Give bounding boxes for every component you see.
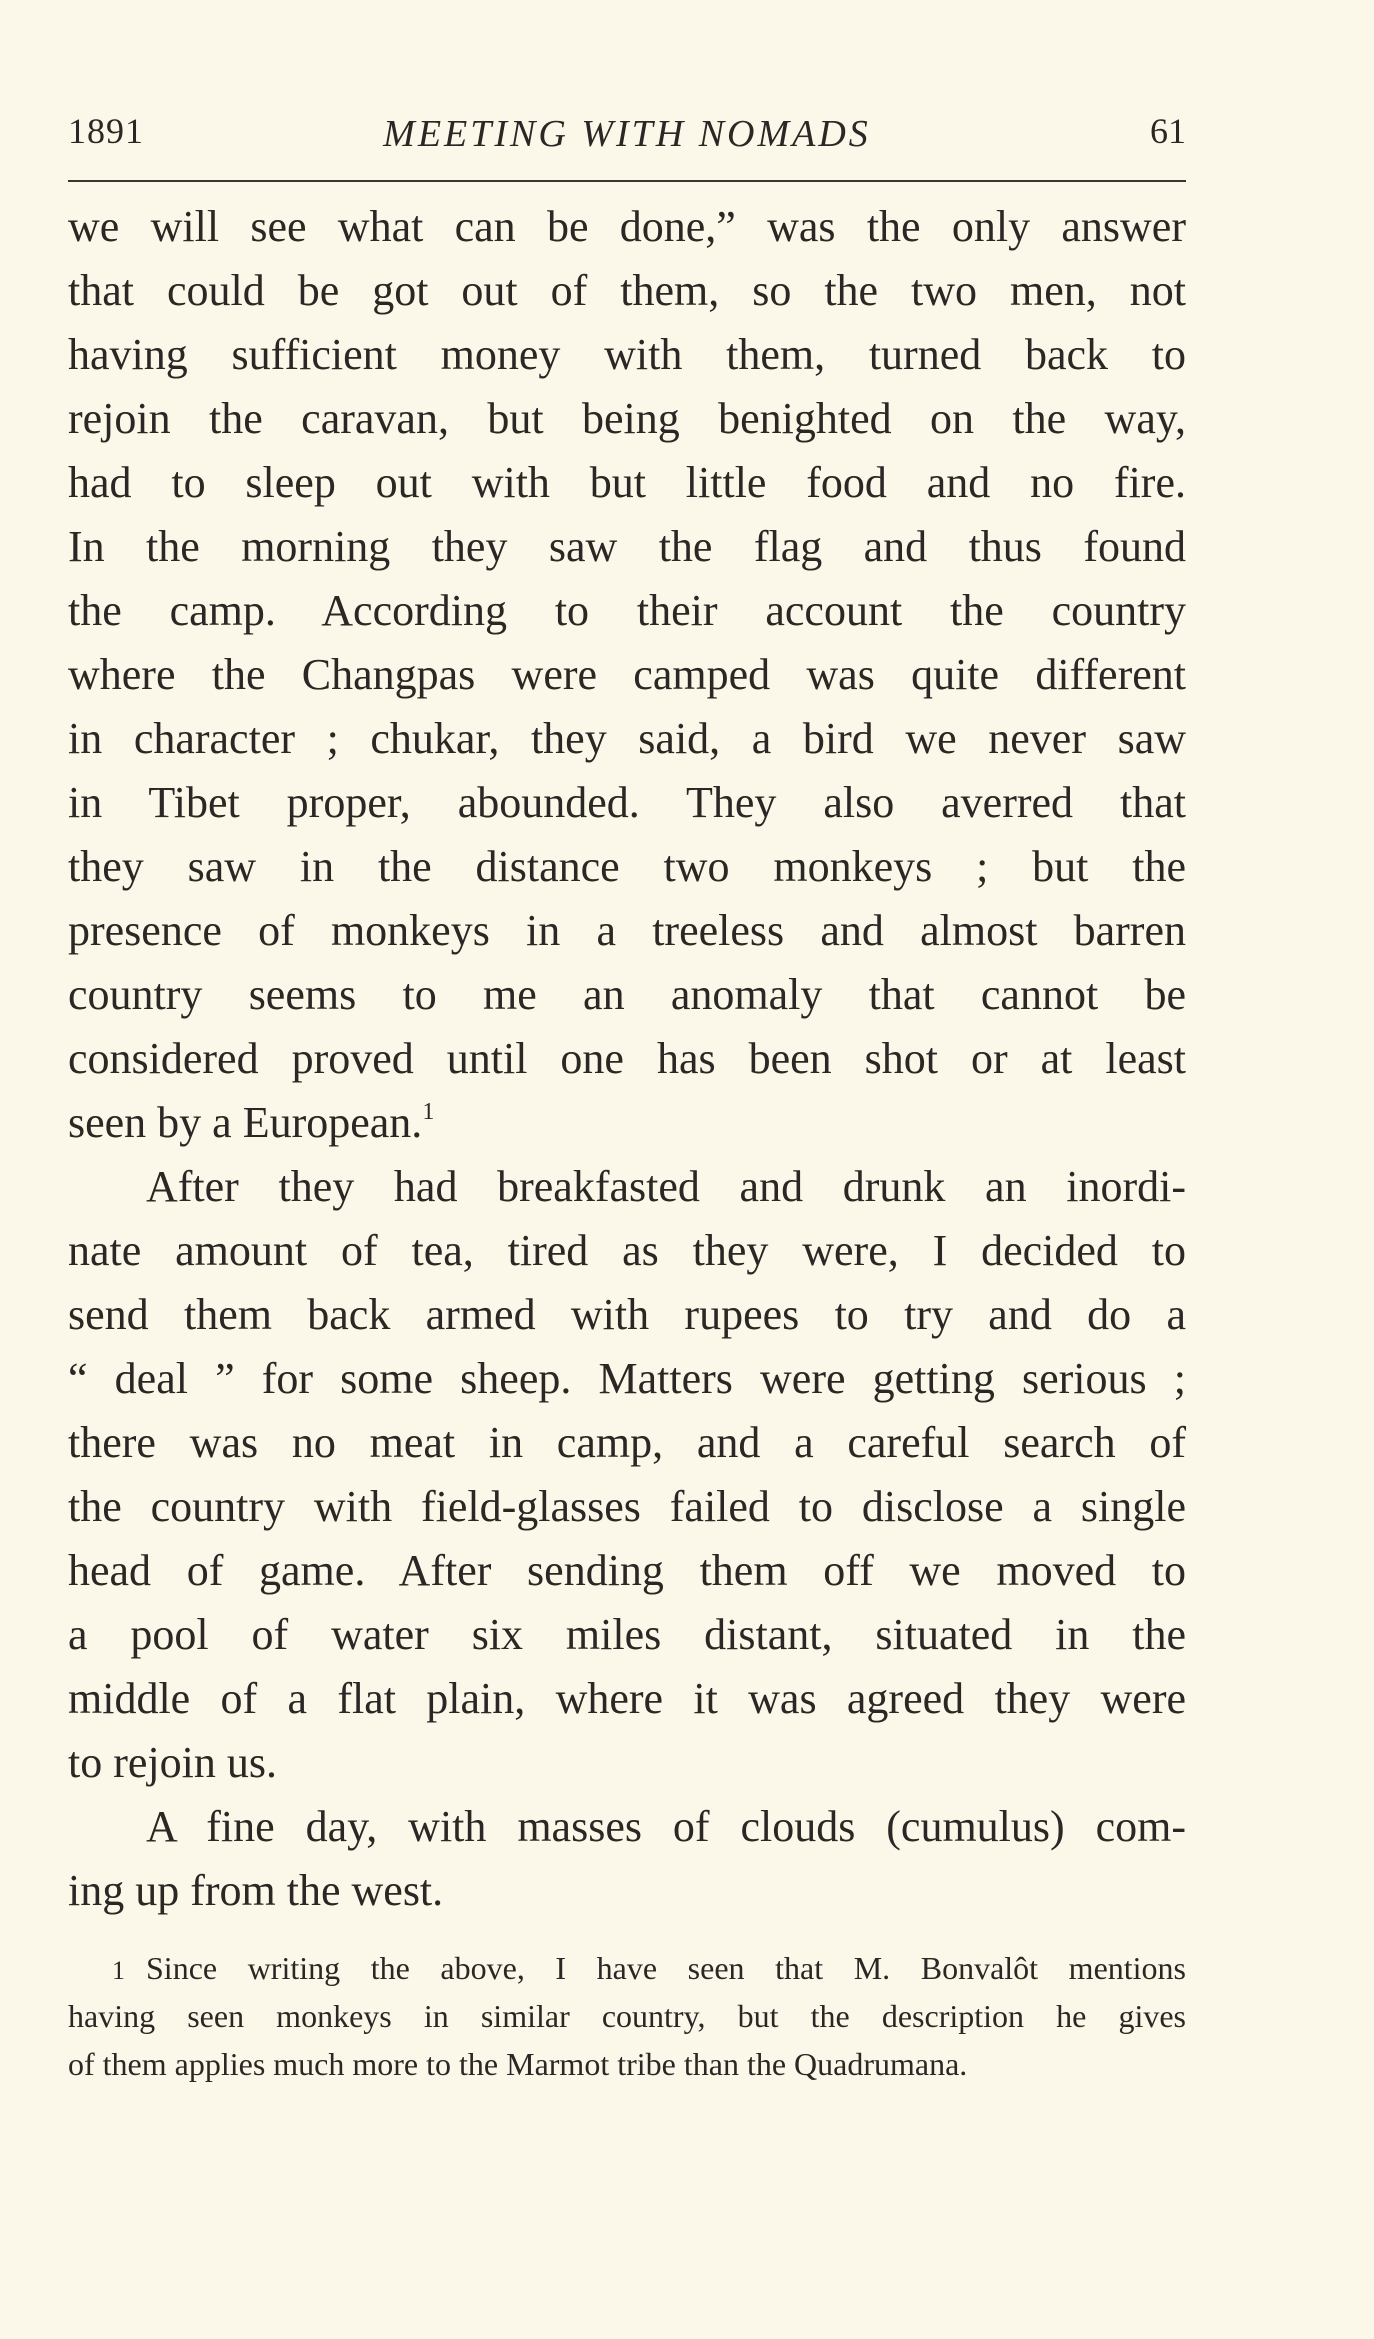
header-rule bbox=[68, 180, 1186, 182]
header-year: 1891 bbox=[68, 111, 144, 151]
footnote-line bbox=[68, 1944, 1186, 1992]
text-line: considered proved until one has been shot or at least bbox=[68, 1034, 1186, 1083]
paragraph-start: A fine day, with masses of clouds (cumulus) com- bbox=[146, 1802, 1186, 1851]
footnote-marker: 1 bbox=[112, 1956, 125, 1985]
text-line: nate amount of tea, tired as they were, I decided to bbox=[68, 1226, 1186, 1275]
page-number: 61 bbox=[1150, 111, 1186, 151]
header-title: MEETING WITH NOMADS bbox=[383, 113, 871, 155]
text-line: country seems to me an anomaly that cannot be bbox=[68, 970, 1186, 1019]
text-line-with-footnote-ref bbox=[68, 1091, 1186, 1155]
running-header bbox=[68, 108, 1186, 168]
body-text bbox=[68, 195, 1186, 1923]
text-line: the camp. According to their account the country bbox=[68, 586, 1186, 635]
text-line: the country with field-glasses failed to disclose a single bbox=[68, 1482, 1186, 1531]
text-line: in character ; chukar, they said, a bird we never saw bbox=[68, 714, 1186, 763]
paragraph-start: After they had breakfasted and drunk an inordi- bbox=[146, 1162, 1186, 1211]
text-line: middle of a flat plain, where it was agreed they were bbox=[68, 1674, 1186, 1723]
footnote-text: Since writing the above, I have seen that M. Bonvalôt mentions bbox=[146, 1950, 1186, 1986]
footnote bbox=[68, 1944, 1186, 2088]
text-line: In the morning they saw the flag and thus found bbox=[68, 522, 1186, 571]
text-line: head of game. After sending them off we moved to bbox=[68, 1546, 1186, 1595]
footnote-line: having seen monkeys in similar country, but the description he gives bbox=[68, 1998, 1186, 2034]
text-line: send them back armed with rupees to try and do a bbox=[68, 1290, 1186, 1339]
text-line: rejoin the caravan, but being benighted on the way, bbox=[68, 394, 1186, 443]
text-line: a pool of water six miles distant, situated in the bbox=[68, 1610, 1186, 1659]
footnote-line: of them applies much more to the Marmot tribe than the Quadrumana. bbox=[68, 2046, 968, 2082]
text-line: ing up from the west. bbox=[68, 1866, 444, 1915]
text-line: to rejoin us. bbox=[68, 1738, 277, 1787]
text-line: where the Changpas were camped was quite different bbox=[68, 650, 1186, 699]
text-line: had to sleep out with but little food and no fire. bbox=[68, 458, 1186, 507]
text-line: having sufficient money with them, turned back to bbox=[68, 330, 1186, 379]
text-line: seen by a European. bbox=[68, 1098, 423, 1147]
footnote-reference: 1 bbox=[422, 1099, 435, 1125]
text-line: we will see what can be done,” was the only answer bbox=[68, 202, 1186, 251]
text-line: they saw in the distance two monkeys ; but the bbox=[68, 842, 1186, 891]
text-line: presence of monkeys in a treeless and almost barren bbox=[68, 906, 1186, 955]
text-line: that could be got out of them, so the two men, not bbox=[68, 266, 1186, 315]
text-line: “ deal ” for some sheep. Matters were getting serious ; bbox=[68, 1354, 1186, 1403]
text-line: there was no meat in camp, and a careful search of bbox=[68, 1418, 1186, 1467]
text-line: in Tibet proper, abounded. They also averred that bbox=[68, 778, 1186, 827]
